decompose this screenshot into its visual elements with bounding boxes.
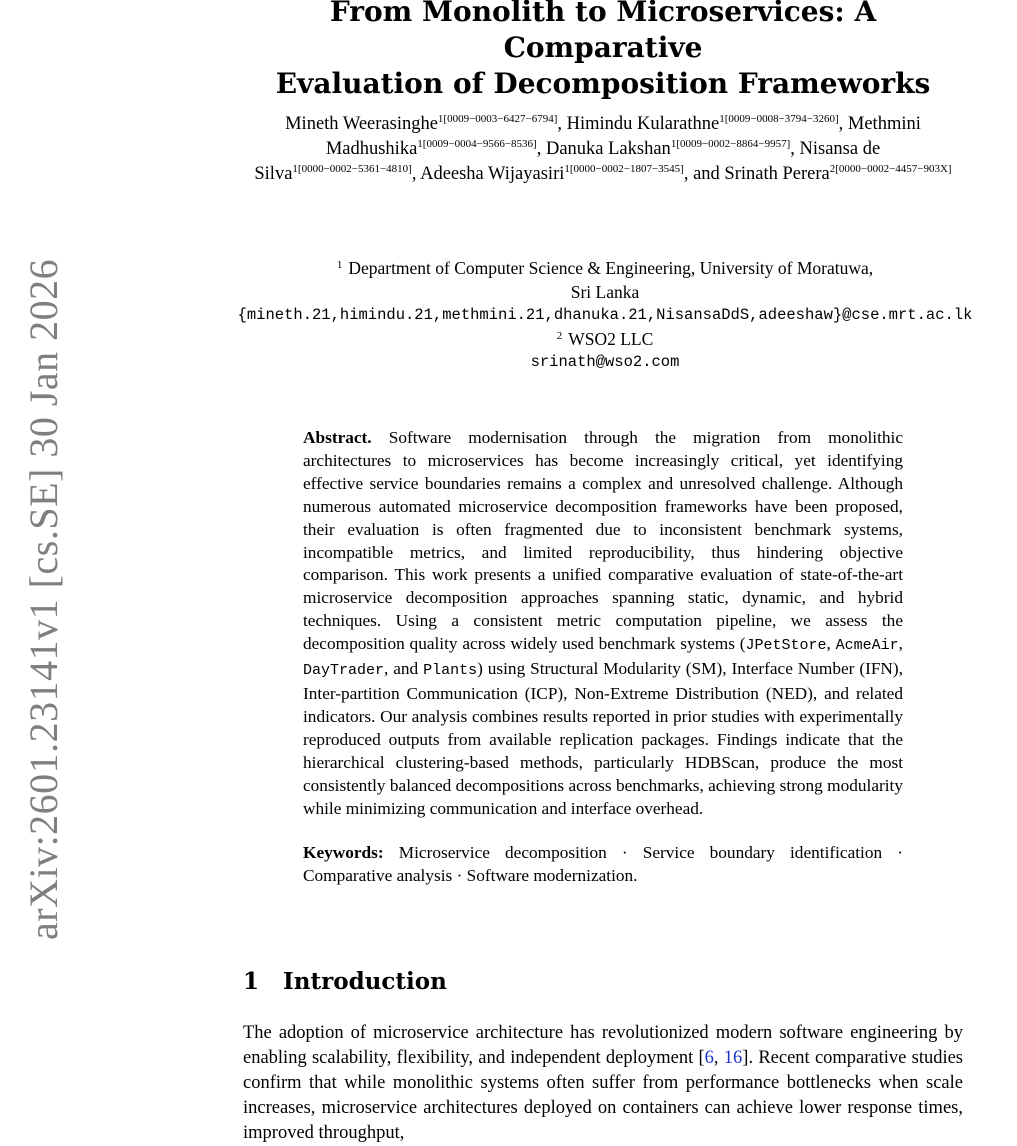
author-orcid: [0000−0002−4457−903X] — [835, 163, 952, 175]
author-name: Methmini Madhushika — [325, 114, 921, 159]
affiliation-2-email: srinath@wso2.com — [530, 353, 680, 371]
author-name: Srinath Perera — [724, 164, 830, 184]
author-orcid: [0000−0002−1807−3545] — [569, 163, 684, 175]
author-orcid: [0009−0008−3794−3260] — [724, 113, 839, 125]
affiliation-1-country: Sri Lanka — [570, 281, 640, 302]
title-line-2: Evaluation of Decomposition Frameworks — [275, 67, 931, 100]
benchmark-name: Plants — [423, 662, 478, 680]
affiliation-2: $^2$ WSO2 LLC — [556, 328, 654, 349]
arxiv-sidebar — [0, 0, 66, 1145]
arxiv-identifier: arXiv:2601.23141v1 [cs.SE] 30 Jan 2026 — [21, 258, 66, 940]
author-orcid: [0009−0003−6427−6794] — [443, 113, 558, 125]
author-affiliation-mark: 1 — [292, 163, 298, 175]
author-orcid: [0009−0004−9566−8536] — [422, 138, 537, 150]
abstract-label: Abstract. — [303, 428, 372, 447]
author-orcid: [0000−0002−5361−4810] — [297, 163, 412, 175]
citation-link[interactable]: 16 — [723, 1048, 743, 1068]
benchmark-name: JPetStore — [745, 637, 827, 655]
author-name: Adeesha Wijayasiri — [420, 164, 565, 184]
section-title: Introduction — [283, 968, 447, 995]
author-name: Himindu Kularathne — [566, 114, 720, 134]
author-affiliation-mark: 1 — [437, 113, 444, 125]
section-number: 1 — [243, 968, 260, 995]
affiliation-1: $^1$ Department of Computer Science & Engineering, University of Moratuwa, — [336, 258, 874, 278]
abstract-paragraph: Abstract. Software modernisation through the migration from monolithic architectures to microservices has become increasingly critical, yet identifying effective service boundaries remains a complex and unresolved challenge. Although numerous automated microservice decomposition frameworks have been proposed, their evaluation is often fragmented due to inconsistent benchmark systems, incompatible metrics, and limited reproducibility, thus hindering objective comparison. This work presents a unified comparative evaluation of state-of-the-art microservice decomposition approaches spanning static, dynamic, and hybrid techniques. Using a consistent metric computation pipeline, we assess the decomposition quality across widely used benchmark systems (JPetStore, AcmeAir, DayTrader, and Plants) using Structural Modularity (SM), Interface Number (IFN), Inter-partition Communication (ICP), Non-Extreme Distribution (NED), and related indicators. Our analysis combines results reported in prior studies with experimentally reproduced outputs from available replication packages. Findings indicate that the hierarchical clustering-based methods, particularly HDBScan, produce the most consistently balanced decompositions across benchmarks, achieving strong modularity while minimizing communication and interface overhead. — [303, 428, 903, 818]
paper-title — [243, 0, 963, 102]
benchmark-name: AcmeAir — [835, 637, 899, 655]
author-name: Mineth Weerasinghe — [285, 114, 438, 134]
affiliation-1-emails: {mineth.21,himindu.21,methmini.21,dhanuka.21,NisansaDdS,adeeshaw}@cse.mrt.ac.lk — [237, 306, 973, 324]
author-affiliation-mark: 2 — [829, 163, 836, 175]
intro-paragraph: The adoption of microservice architecture has revolutionized modern software engineering by enabling scalability, flexibility, and independent deployment [6, 16]. Recent comparative studies confirm that while monolithic systems often suffer from performance bottlenecks when scale increases, microservice architectures deployed on containers can achieve lower response times, improved throughput, — [243, 1023, 964, 1143]
author-affiliation-mark: 1 — [670, 138, 677, 150]
benchmark-name: DayTrader — [303, 662, 385, 680]
title-line-1: From Monolith to Microservices: A Comparative — [329, 0, 877, 64]
author-affiliation-mark: 1 — [719, 113, 725, 125]
section-heading — [243, 968, 447, 995]
keywords-paragraph: Keywords: Microservice decomposition · Service boundary identification · Comparative analysis · Software modernization. — [303, 843, 903, 886]
affiliations — [230, 257, 980, 375]
author-affiliation-mark: 1 — [417, 138, 423, 150]
citation-link[interactable]: 6 — [704, 1048, 714, 1068]
author-name: Danuka Lakshan — [545, 139, 671, 159]
abstract-block — [303, 427, 903, 888]
keywords-label: Keywords: — [303, 843, 384, 863]
author-orcid: [0009−0002−8864−9957] — [676, 138, 791, 150]
author-list: Mineth Weerasinghe$^{1[0009-0003-6427-6794]}$, Himindu Kularathne$^{1[0009-0008-3794-3260]}$, Methmini Madhushika$^{1[0009-0004-9566-8536]}$, Danuka Lakshan$^{1[0009-0002-8864-9957]}$, Nisansa de Silva$^{1[0000-0002-5361-4810]}$, Adeesha Wijayasiri$^{1[0000-0002-1807-3545]}$, and Srinath Perera$^{2[0000-0002-4457-903X]}$ — [254, 113, 952, 184]
author-name: Nisansa de Silva — [254, 139, 881, 184]
author-affiliation-mark: 1 — [564, 163, 570, 175]
